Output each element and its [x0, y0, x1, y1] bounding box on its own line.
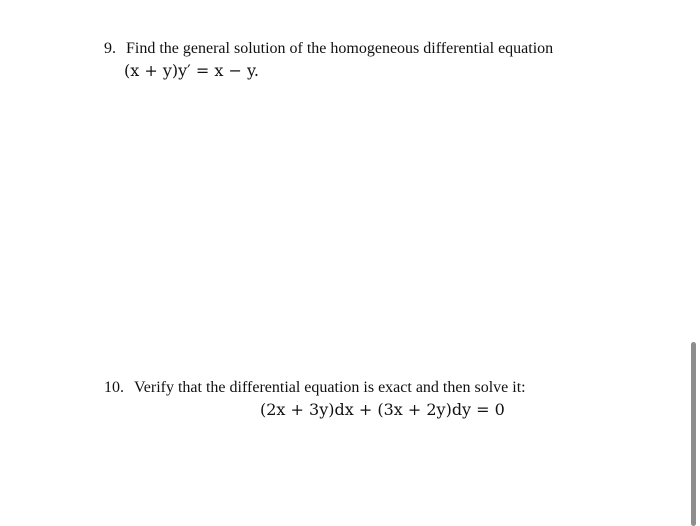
problem-10-statement — [104, 378, 526, 398]
problem-10-text: Verify that the differential equation is exact and then solve it: — [134, 379, 526, 396]
problem-10-equation: (2x + 3y)dx + (3x + 2y)dy = 0 — [260, 400, 505, 419]
problem-9-number: 9. — [104, 40, 116, 57]
problem-9-equation: (x + y)y′ = x − y. — [124, 61, 259, 80]
vertical-scrollbar[interactable] — [691, 342, 696, 526]
problem-10-number: 10. — [104, 379, 124, 396]
problem-9-statement — [104, 39, 553, 59]
problem-9-text: Find the general solution of the homogeneous differential equation — [126, 40, 554, 57]
